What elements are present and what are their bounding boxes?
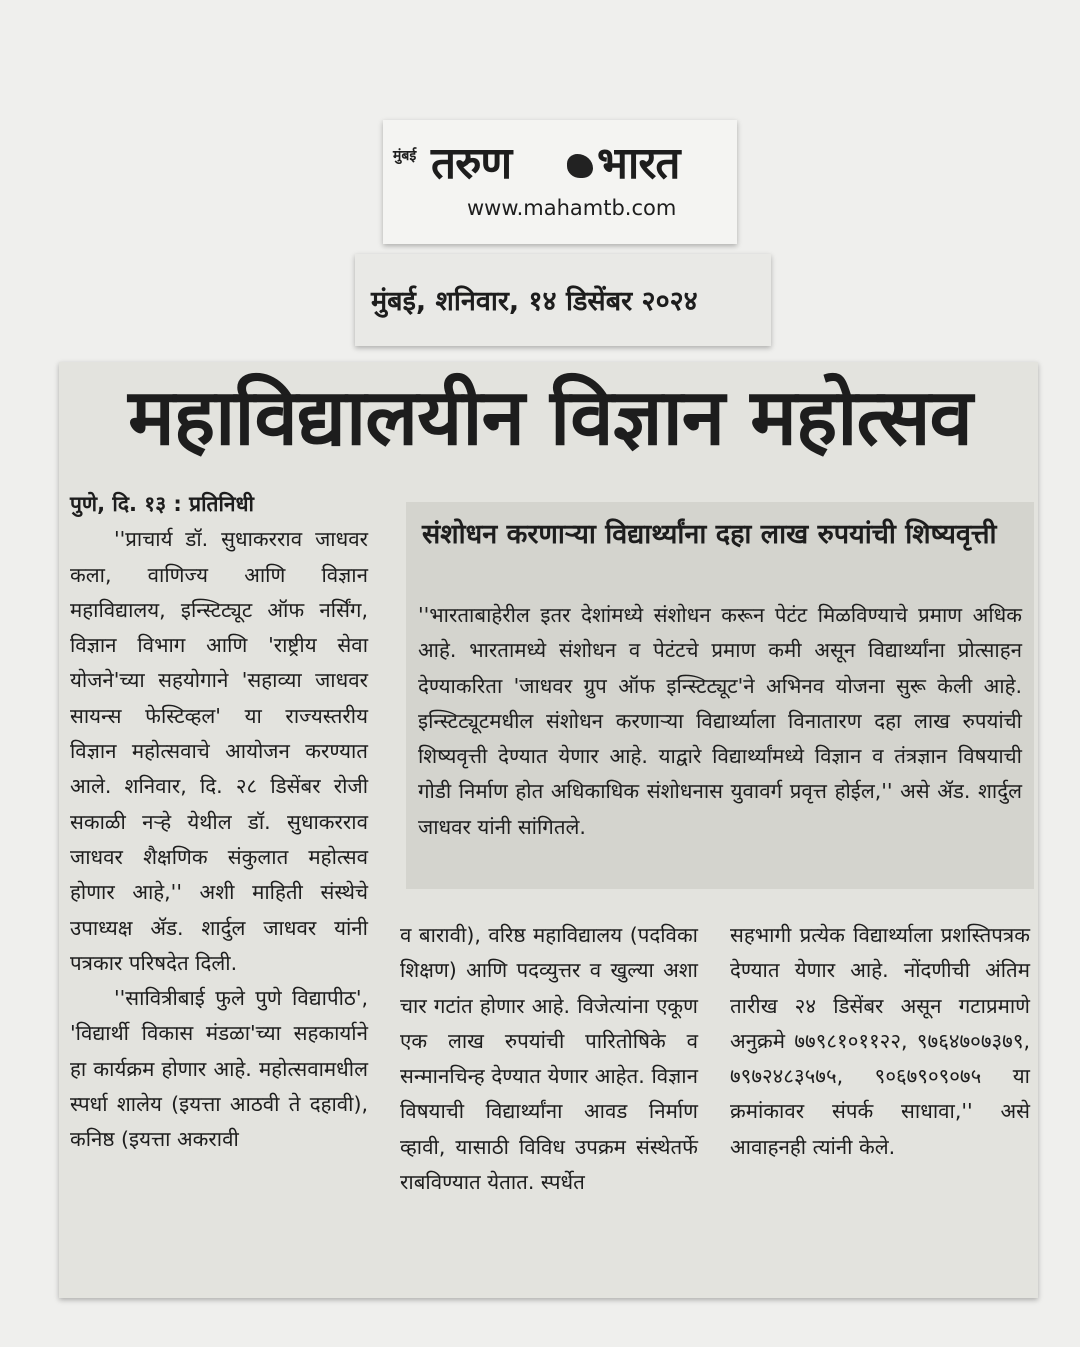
- article-column-3: सहभागी प्रत्येक विद्यार्थ्याला प्रशस्तिपत्रक देण्यात येणार आहे. नोंदणीची अंतिम तारीख २४ डिसेंबर असून गटाप्रमाणे अनुक्रमे ७७९८१०११२२, ९७६४७०७३७९, ७९७२४८३५७५, ९०६७९०९०७५ या क्रमांकावर संपर्क साधावा,'' असे आवाहनही त्यांनी केले.: [730, 923, 1030, 1159]
- article-headline: महाविद्यालयीन विज्ञान महोत्सव: [128, 373, 972, 463]
- article-clipping: [59, 362, 1038, 1298]
- sidebar-heading: संशोधन करणाऱ्या विद्यार्थ्यांना दहा लाख रुपयांची शिष्यवृत्ती: [422, 519, 997, 550]
- dateline-clipping: [355, 254, 771, 346]
- newspaper-masthead: [383, 120, 737, 244]
- article-byline: पुणे, दि. १३ : प्रतिनिधी: [70, 492, 254, 516]
- masthead-city: मुंबई: [393, 148, 417, 164]
- masthead-logo-right: भारत: [597, 138, 680, 189]
- masthead-website: www.mahamtb.com: [467, 196, 677, 220]
- masthead-emblem-icon: [567, 154, 593, 178]
- dateline-text: मुंबई, शनिवार, १४ डिसेंबर २०२४: [371, 286, 698, 317]
- article-paragraph-1: ''प्राचार्य डॉ. सुधाकरराव जाधवर कला, वाणिज्य आणि विज्ञान महाविद्यालय, इन्स्टिट्यूट ऑफ नर्सिंग, विज्ञान विभाग आणि 'राष्ट्रीय सेवा योजने'च्या सहयोगाने 'सहाव्या जाधवर सायन्स फेस्टिव्हल' या राज्यस्तरीय विज्ञान महोत्सवाचे आयोजन करण्यात आले. शनिवार, दि. २८ डिसेंबर रोजी सकाळी नऱ्हे येथील डॉ. सुधाकरराव जाधवर शैक्षणिक संकुलात महोत्सव होणार आहे,'' अशी माहिती संस्थेचे उपाध्यक्ष ॲड. शार्दुल जाधवर यांनी पत्रकार परिषदेत दिली.: [70, 527, 368, 975]
- scholarship-sidebar-box: [406, 502, 1034, 889]
- article-paragraph-2: ''सावित्रीबाई फुले पुणे विद्यापीठ', 'विद्यार्थी विकास मंडळा'च्या सहकार्याने हा कार्यक्रम होणार आहे. महोत्सवामधील स्पर्धा शालेय (इयत्ता आठवी ते दहावी), कनिष्ठ (इयत्ता अकरावी: [70, 986, 368, 1152]
- sidebar-body: ''भारताबाहेरील इतर देशांमध्ये संशोधन करून पेटंट मिळविण्याचे प्रमाण अधिक आहे. भारतामध्ये संशोधन व पेटंटचे प्रमाण कमी असून विद्यार्थ्यांना प्रोत्साहन देण्याकरिता 'जाधवर ग्रुप ऑफ इन्स्टिट्यूट'ने अभिनव योजना सुरू केली आहे. इन्स्टिट्यूटमधील संशोधन करणाऱ्या विद्यार्थ्याला विनातारण दहा लाख रुपयांची शिष्यवृत्ती देण्यात येणार आहे. याद्वारे विद्यार्थ्यांमध्ये विज्ञान व तंत्रज्ञान विषयाची गोडी निर्माण होत अधिकाधिक संशोधनास युवावर्ग प्रवृत्त होईल,'' असे ॲड. शार्दुल जाधवर यांनी सांगितले.: [418, 603, 1022, 839]
- article-column-1: [70, 487, 368, 1158]
- masthead-logo-left: तरुण: [431, 138, 512, 189]
- article-column-2: व बारावी), वरिष्ठ महाविद्यालय (पदविका शिक्षण) आणि पदव्युत्तर व खुल्या अशा चार गटांत होणार आहे. विजेत्यांना एकूण एक लाख रुपयांची पारितोषिके व सन्मानचिन्ह देण्यात येणार आहेत. विज्ञान विषयाची विद्यार्थ्यांना आवड निर्माण व्हावी, यासाठी विविध उपक्रम संस्थेतर्फे राबविण्यात येतात. स्पर्धेत: [400, 923, 698, 1195]
